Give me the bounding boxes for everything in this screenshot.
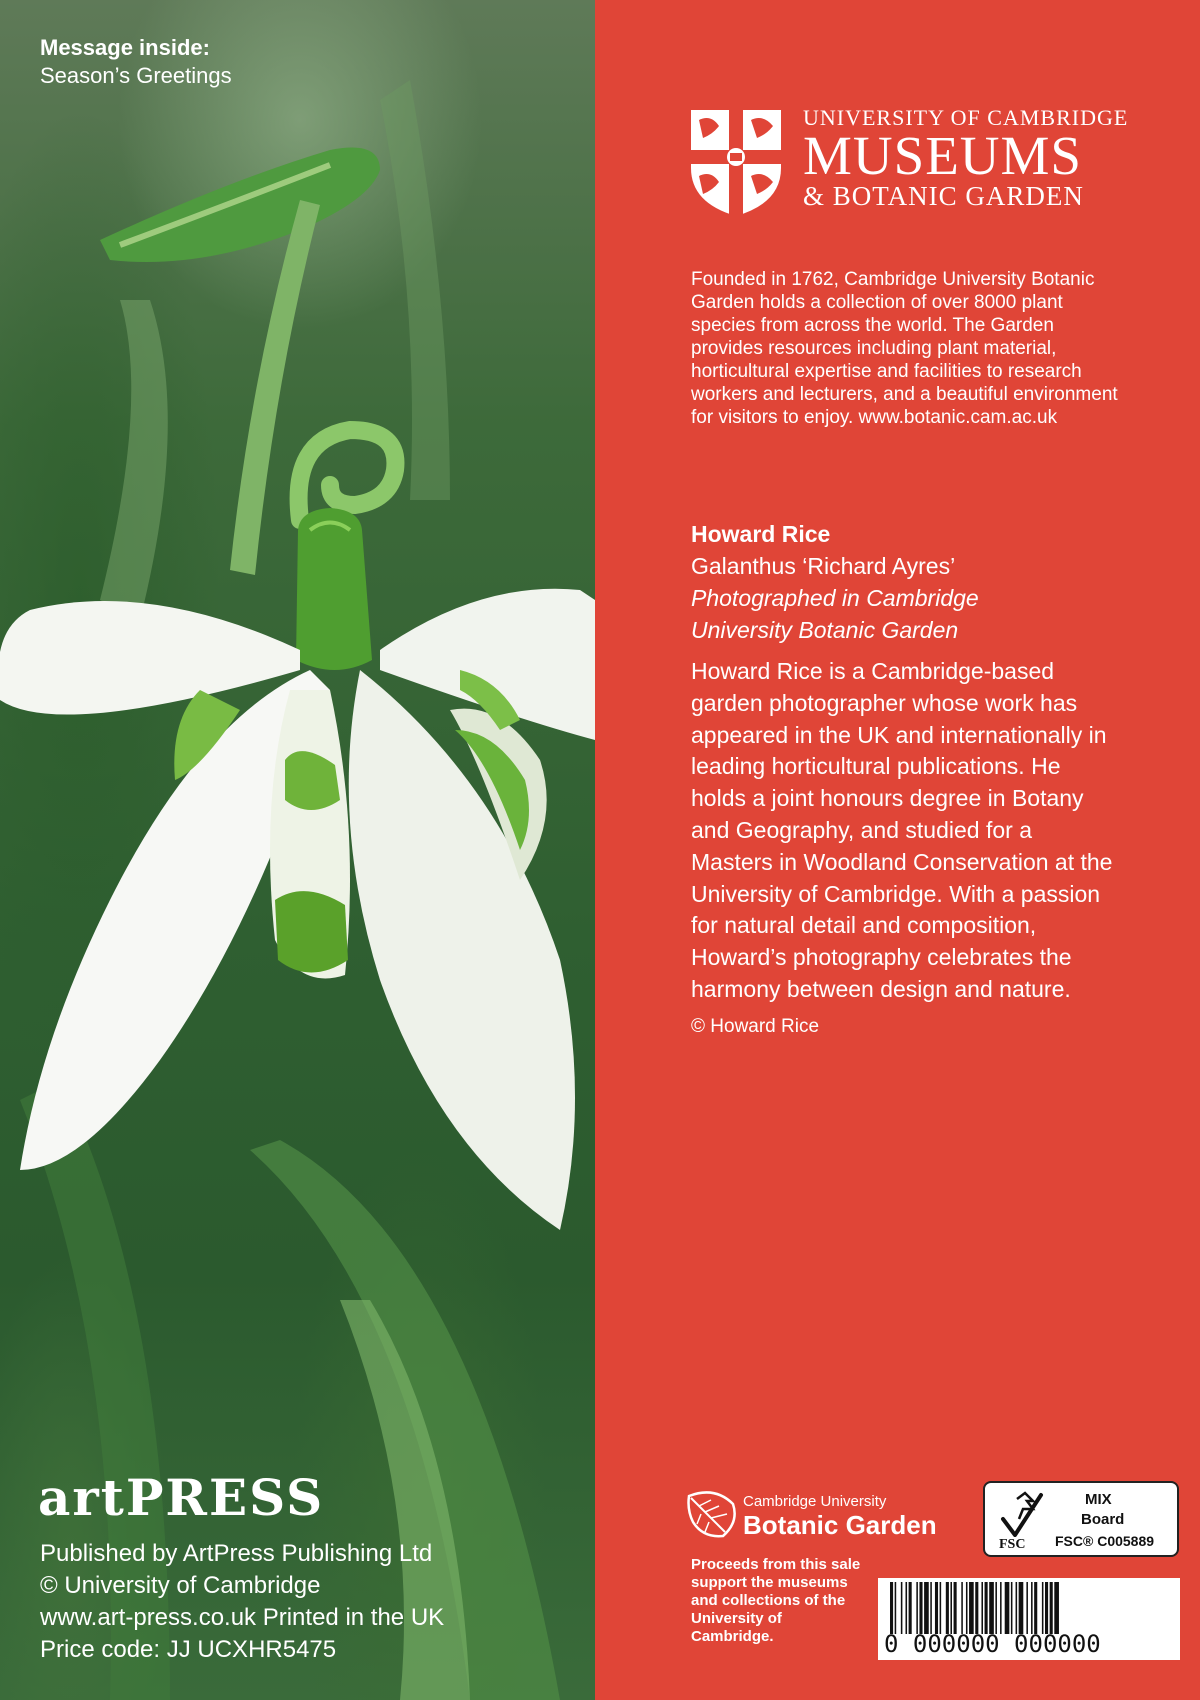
barcode-bar	[890, 1582, 893, 1634]
author-section	[691, 518, 1131, 1040]
barcode-bar	[909, 1582, 912, 1634]
barcode-bar	[961, 1582, 963, 1634]
barcode-bar	[916, 1582, 918, 1634]
barcode-bar	[981, 1582, 983, 1634]
fsc-logo-text: FSC	[999, 1537, 1026, 1552]
snowdrop-flower-image	[0, 0, 595, 1700]
cambridge-crest-icon	[689, 108, 783, 218]
barcode-bar	[1016, 1582, 1018, 1634]
barcode-bar	[1042, 1582, 1044, 1634]
barcode-bar	[901, 1582, 903, 1634]
publisher-line: Price code: JJ UCXHR5475	[40, 1636, 337, 1663]
barcode-bar	[1034, 1582, 1037, 1634]
barcode-digits: 0 000000 000000	[884, 1630, 1101, 1658]
barcode-bar	[1005, 1582, 1010, 1634]
logo-line-botanic: & BOTANIC GARDEN	[803, 181, 1084, 211]
barcode-bar	[906, 1582, 908, 1634]
barcode-bar	[930, 1582, 932, 1634]
snowdrop-photo	[0, 0, 595, 1700]
author-name: Howard Rice	[691, 521, 831, 547]
barcode-bar	[995, 1582, 997, 1634]
barcode-bar	[935, 1582, 938, 1634]
publisher-line: Published by ArtPress Publishing Ltd	[40, 1540, 433, 1567]
plant-name: Galanthus ‘Richard Ayres’	[691, 553, 956, 579]
barcode-bar	[950, 1582, 952, 1634]
author-bio: Howard Rice is a Cambridge-based garden photographer whose work has appeared in the UK and internationally in leading horticultural publications. He holds a joint honours degree in Botany and Geography, and studied for a Masters in Woodland Conservation at the University of Cambridge. With a passion for natural detail and composition, Howard’s photography celebrates the harmony between design and nature.	[691, 658, 1113, 1002]
barcode-bar	[969, 1582, 974, 1634]
barcode-bar	[1011, 1582, 1013, 1634]
barcode-bars	[890, 1582, 1168, 1634]
barcode-bar	[975, 1582, 978, 1634]
birch-leaf-icon	[685, 1486, 739, 1540]
barcode	[878, 1578, 1180, 1660]
publisher-line: www.art-press.co.uk Printed in the UK	[40, 1604, 445, 1631]
publisher-line: © University of Cambridge	[40, 1572, 321, 1599]
barcode-bar	[940, 1582, 942, 1634]
botanic-logo-line1: Cambridge University	[743, 1493, 887, 1510]
barcode-bar	[946, 1582, 949, 1634]
logo-line-museums: MUSEUMS	[803, 125, 1083, 186]
barcode-bar	[1050, 1582, 1053, 1634]
message-inside-value: Season’s Greetings	[40, 63, 232, 88]
founded-paragraph: Founded in 1762, Cambridge University Botanic Garden holds a collection of over 8000 plant species from across the world. The Garden provides resources including plant material, horticultural expertise and facilities to research workers and lecturers, and a beautiful environment for visitors to enjoy. www.botanic.cam.ac.uk	[691, 269, 1118, 428]
logo-line-university: UNIVERSITY OF CAMBRIDGE	[803, 105, 1129, 130]
fsc-mix: MIX	[1085, 1491, 1112, 1508]
fsc-code: FSC® C005889	[1055, 1533, 1155, 1549]
barcode-bar	[989, 1582, 994, 1634]
proceeds-note: Proceeds from this sale support the museums and collections of the University of Cambridge.	[691, 1556, 861, 1645]
barcode-bar	[1019, 1582, 1024, 1634]
artpress-logo: artPRESS	[38, 1468, 325, 1527]
barcode-bar	[1045, 1582, 1048, 1634]
message-inside	[40, 34, 232, 90]
barcode-bar	[1031, 1582, 1033, 1634]
barcode-bar	[1026, 1582, 1028, 1634]
barcode-bar	[924, 1582, 929, 1634]
barcode-bar	[1054, 1582, 1059, 1634]
barcode-bar	[985, 1582, 988, 1634]
botanic-garden-logo	[685, 1484, 955, 1544]
fsc-label	[983, 1481, 1179, 1557]
publisher-info	[40, 1538, 444, 1666]
barcode-bar	[895, 1582, 897, 1634]
message-inside-label: Message inside:	[40, 35, 210, 60]
fsc-board: Board	[1081, 1511, 1125, 1528]
info-panel	[595, 0, 1200, 1700]
barcode-bar	[954, 1582, 957, 1634]
barcode-bar	[1000, 1582, 1002, 1634]
barcode-bar	[966, 1582, 968, 1634]
museums-logo-text	[803, 106, 1128, 210]
photo-copyright: © Howard Rice	[691, 1015, 820, 1037]
fsc-tree-check-icon	[995, 1489, 1049, 1537]
photographed-location: Photographed in Cambridge University Botanic Garden	[691, 585, 979, 643]
barcode-bar	[919, 1582, 922, 1634]
botanic-logo-line2: Botanic Garden	[743, 1510, 937, 1540]
